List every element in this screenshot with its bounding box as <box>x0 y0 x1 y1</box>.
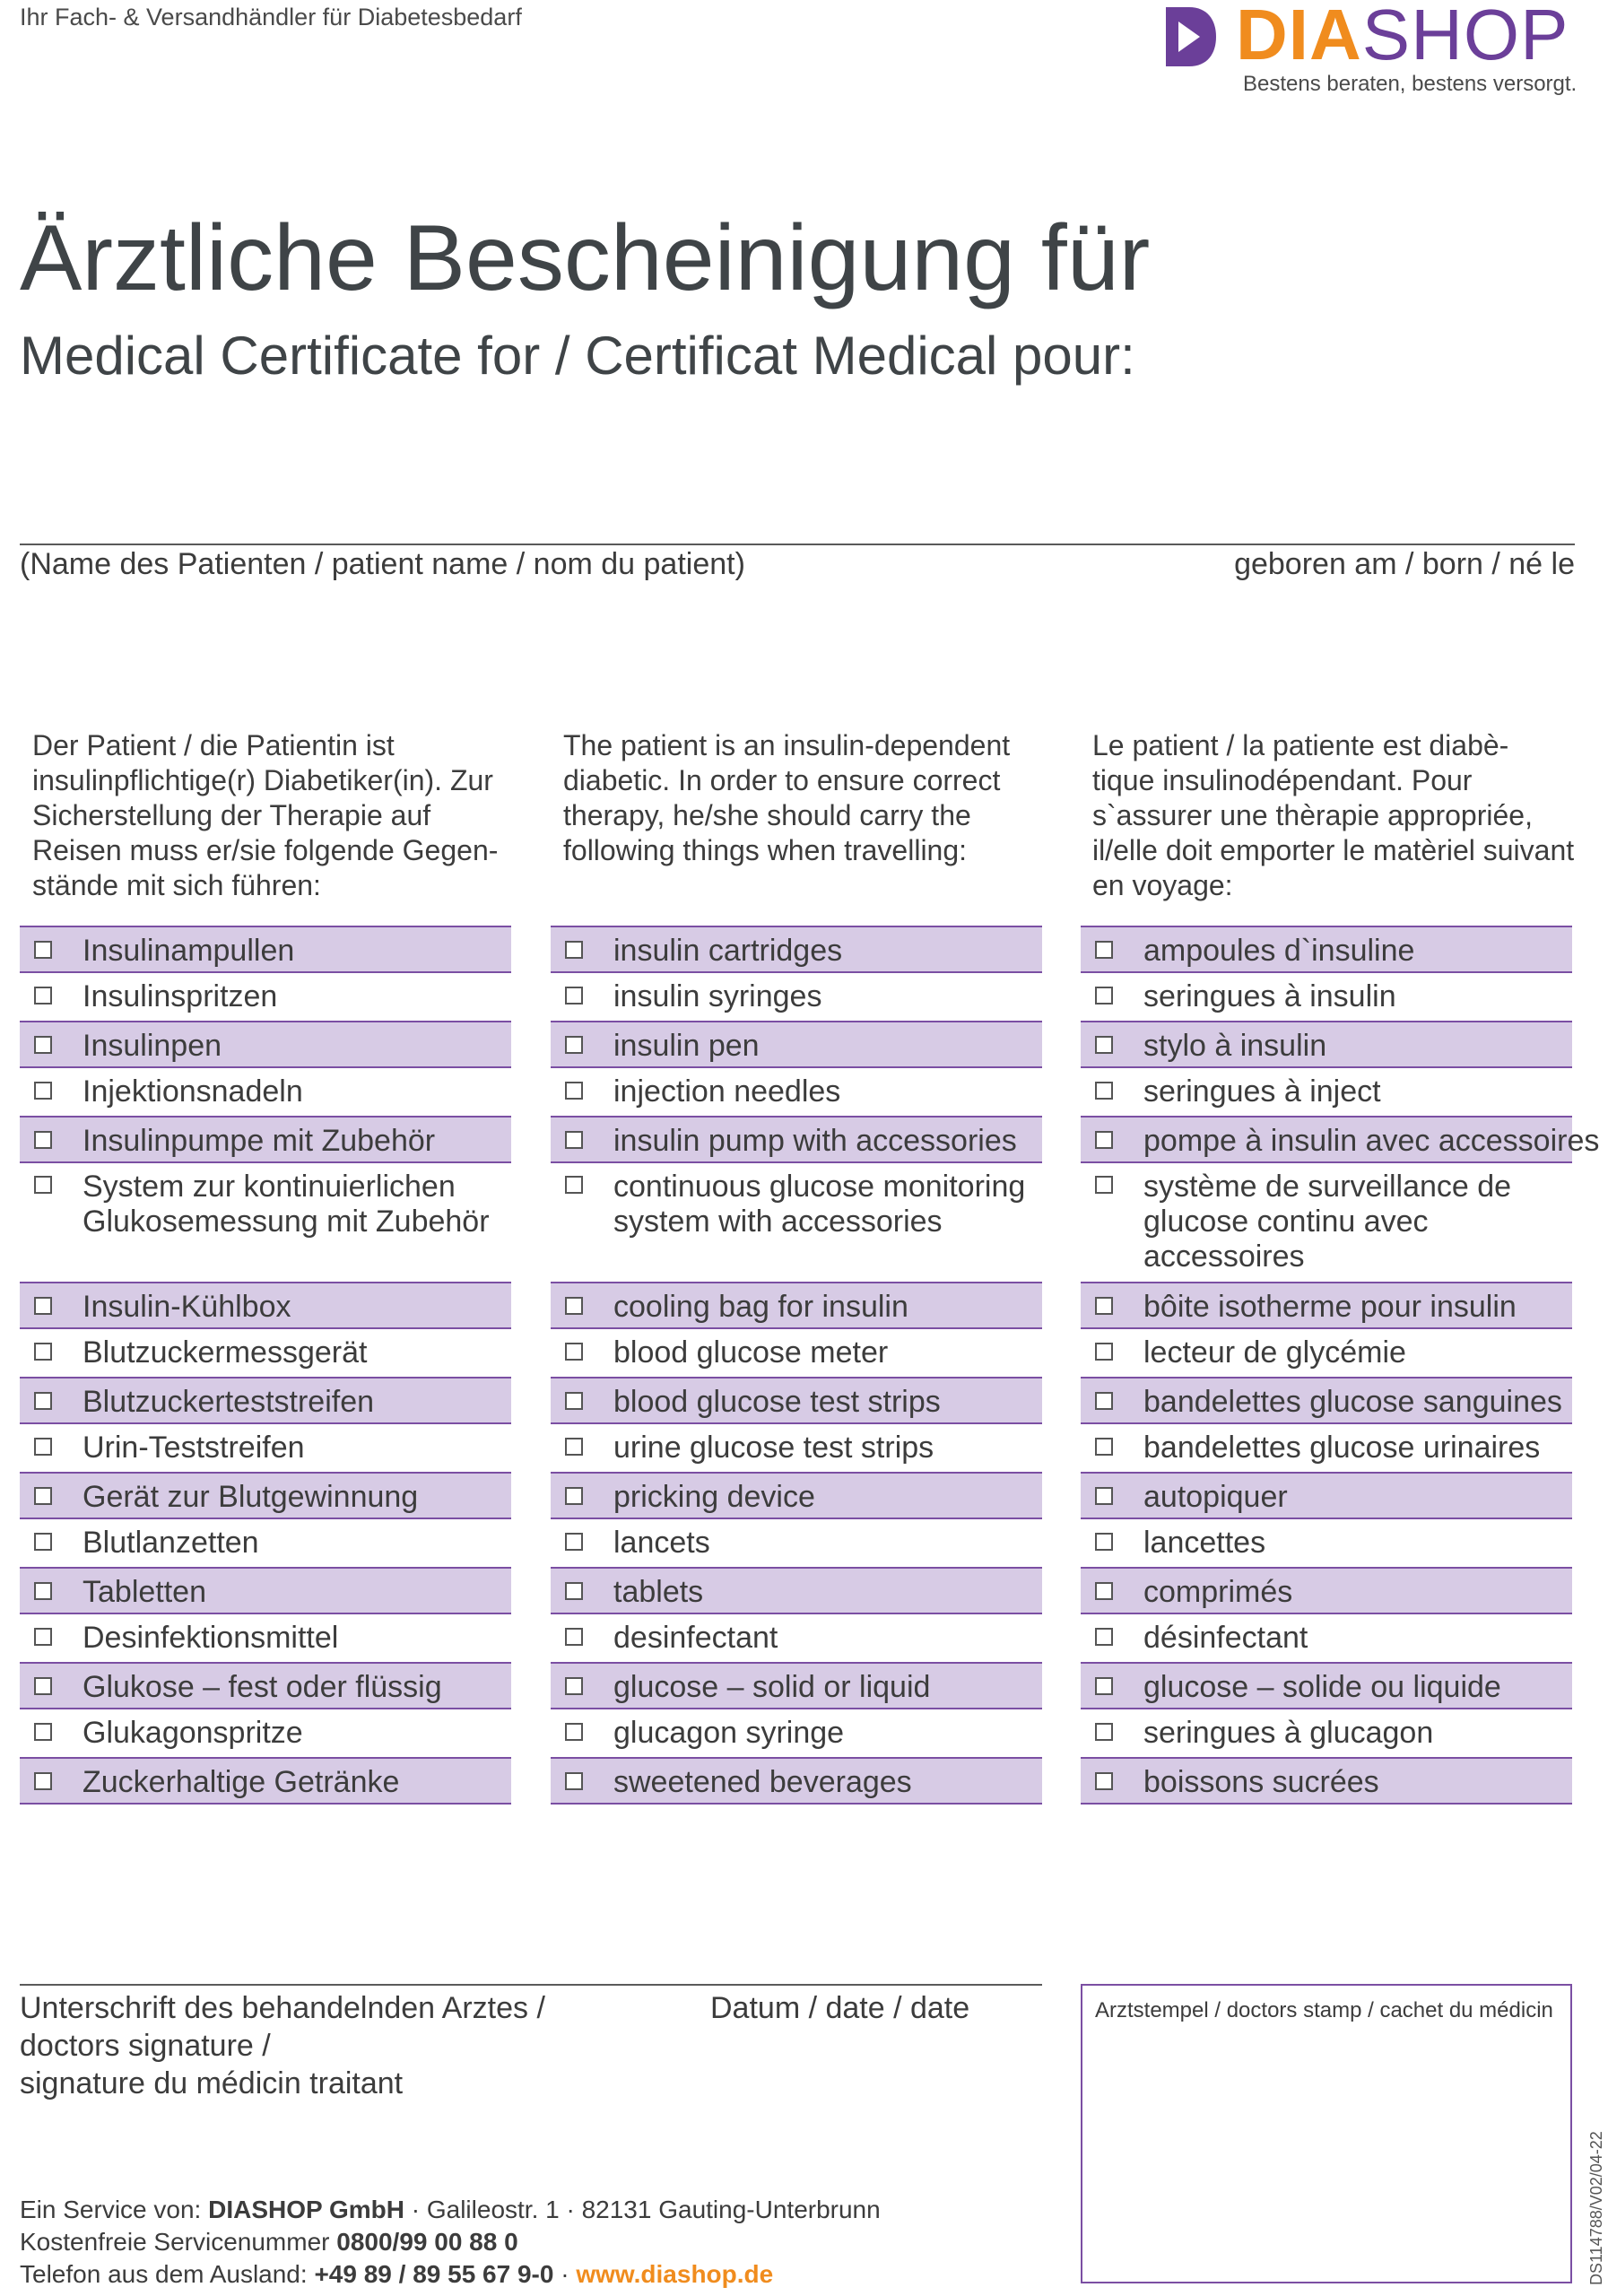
checklist-item-label: boissons sucrées <box>1143 1765 1379 1799</box>
checklist-item-label: insulin pen <box>613 1029 760 1063</box>
checklist-item-label: Insulinspritzen <box>83 979 278 1013</box>
checkbox[interactable] <box>565 1723 583 1741</box>
checklist-item[interactable] <box>551 1163 1042 1282</box>
checklist-item[interactable] <box>551 1068 1042 1116</box>
checklist-item-label: insulin cartridges <box>613 934 843 968</box>
checklist-item-label: insulin pump with accessories <box>613 1124 1017 1158</box>
footer-address: · Galileostr. 1 · 82131 Gauting-Unterbrunn <box>404 2196 881 2223</box>
checklist-item[interactable] <box>20 926 511 973</box>
intro-fr: Le patient / la patiente est diabè- tique insulinodépendant. Pour s`assurer une thèrapie appropriée, il/elle doit emporter le matèriel suivant en voyage: <box>1092 729 1575 901</box>
checkbox[interactable] <box>565 1438 583 1456</box>
checklist-item[interactable] <box>1081 1068 1572 1116</box>
checkbox[interactable] <box>565 1036 583 1054</box>
checkbox[interactable] <box>565 1677 583 1695</box>
intro-de: Der Patient / die Patientin ist insulinpflichtige(r) Diabetiker(in). Zur Sicherstellung der Therapie auf Reisen muss er/sie folgende Gegen- stände mit sich führen: <box>32 729 499 901</box>
footer-abroad-prefix: Telefon aus dem Ausland: <box>20 2260 315 2288</box>
checklist-item-label: desinfectant <box>613 1621 778 1655</box>
signature-label-line2: doctors signature / <box>20 2029 271 2063</box>
checkbox[interactable] <box>1095 941 1113 959</box>
checklist-item[interactable] <box>551 973 1042 1021</box>
footer-hotline: 0800/99 00 88 0 <box>336 2228 518 2256</box>
checklist-item[interactable] <box>20 1567 511 1614</box>
document-code: DS114788/V02/04-22 <box>1587 2131 1605 2285</box>
checklist-item[interactable] <box>1081 1757 1572 1805</box>
footer-abroad: +49 89 / 89 55 67 9-0 <box>314 2260 554 2288</box>
checklist-item[interactable] <box>20 1329 511 1377</box>
checklist-item-label: bandelettes glucose urinaires <box>1143 1431 1541 1465</box>
checklist-item-label: ampoules d`insuline <box>1143 934 1415 968</box>
checklist-item-label: bôite isotherme pour insulin <box>1143 1290 1517 1324</box>
checklist-item-label: seringues à glucagon <box>1143 1716 1434 1750</box>
checkbox[interactable] <box>34 1297 52 1315</box>
checklist-item-label: lancets <box>613 1526 710 1560</box>
footer-service-line <box>20 2194 881 2226</box>
checklist-item-label: glucose – solid or liquid <box>613 1670 931 1704</box>
checklist-item[interactable] <box>551 1424 1042 1472</box>
checklist-item[interactable] <box>20 1068 511 1116</box>
checkbox[interactable] <box>565 941 583 959</box>
footer-abroad-line <box>20 2258 881 2291</box>
checkbox[interactable] <box>1095 1297 1113 1315</box>
signature-label-line3: signature du médicin traitant <box>20 2066 404 2100</box>
checkbox[interactable] <box>34 1131 52 1149</box>
checklist-item[interactable] <box>20 1377 511 1424</box>
checkbox[interactable] <box>565 1297 583 1315</box>
checkbox[interactable] <box>1095 1082 1113 1100</box>
checklist-item[interactable] <box>20 1163 511 1282</box>
checkbox[interactable] <box>565 1392 583 1410</box>
checklist-item-label: bandelettes glucose sanguines <box>1143 1385 1562 1419</box>
checklist-item-label: stylo à insulin <box>1143 1029 1327 1063</box>
checklist-item[interactable] <box>551 1709 1042 1757</box>
checklist-item[interactable] <box>1081 926 1572 973</box>
checklist-item-label: autopiquer <box>1143 1480 1288 1514</box>
checklist-item[interactable] <box>20 1709 511 1757</box>
checklist-item[interactable] <box>551 1757 1042 1805</box>
checklist-en <box>551 926 1042 1805</box>
checklist-item[interactable] <box>20 973 511 1021</box>
checkbox[interactable] <box>1095 987 1113 1004</box>
checkbox[interactable] <box>1095 1628 1113 1646</box>
checklist-item-label: comprimés <box>1143 1575 1293 1609</box>
checklist-item-label: blood glucose meter <box>613 1335 889 1370</box>
signature-field[interactable] <box>20 1984 1042 1986</box>
checklist-item[interactable] <box>20 1116 511 1163</box>
checklist-de <box>20 926 511 1805</box>
checkbox[interactable] <box>1095 1131 1113 1149</box>
checklist-item[interactable] <box>1081 973 1572 1021</box>
checklist-item-label: continuous glucose monitoring system with accessories <box>613 1170 1026 1239</box>
footer-url-link[interactable]: www.diashop.de <box>576 2260 774 2288</box>
page-subtitle: Medical Certificate for / Certificat Medical pour: <box>20 326 1135 386</box>
checklist-item[interactable] <box>1081 1424 1572 1472</box>
checklist-item-label: Tabletten <box>83 1575 206 1609</box>
checklist-item[interactable] <box>551 1021 1042 1068</box>
checkbox[interactable] <box>1095 1582 1113 1600</box>
checkbox[interactable] <box>34 1487 52 1505</box>
date-label: Datum / date / date <box>710 1991 970 2025</box>
logo-wordmark-shop: SHOP <box>1361 0 1569 74</box>
checklist-item-label: Zuckerhaltige Getränke <box>83 1765 400 1799</box>
checklist-item-label: Desinfektionsmittel <box>83 1621 339 1655</box>
checkbox[interactable] <box>565 1082 583 1100</box>
checklist-item-label: Injektionsnadeln <box>83 1074 303 1109</box>
checklist-item[interactable] <box>551 1472 1042 1519</box>
checklist-item-label: Blutzuckermessgerät <box>83 1335 368 1370</box>
checkbox[interactable] <box>565 1533 583 1551</box>
checklist-item-label: seringues à insulin <box>1143 979 1396 1013</box>
checkbox[interactable] <box>34 1082 52 1100</box>
checklist-item-label: tablets <box>613 1575 704 1609</box>
checklist-item-label: urine glucose test strips <box>613 1431 934 1465</box>
checkbox[interactable] <box>1095 1487 1113 1505</box>
checklist-item-label: blood glucose test strips <box>613 1385 941 1419</box>
checkbox[interactable] <box>34 1176 52 1194</box>
checklist-item[interactable] <box>1081 1519 1572 1567</box>
checkbox[interactable] <box>34 1438 52 1456</box>
diashop-logo-icon <box>1166 7 1216 66</box>
checkbox[interactable] <box>565 1131 583 1149</box>
patient-name-label: (Name des Patienten / patient name / nom du patient) <box>20 547 745 581</box>
checkbox[interactable] <box>565 1628 583 1646</box>
checkbox[interactable] <box>34 1392 52 1410</box>
logo-wordmark <box>1236 0 1569 75</box>
checklist-item-label: système de surveillance de glucose continu avec accessoires <box>1143 1170 1512 1274</box>
checklist-item[interactable] <box>1081 1377 1572 1424</box>
checklist-item[interactable] <box>551 1282 1042 1329</box>
checkbox[interactable] <box>34 1628 52 1646</box>
patient-name-field[interactable] <box>20 544 1575 545</box>
checkbox[interactable] <box>1095 1176 1113 1194</box>
checklist-item-label: injection needles <box>613 1074 841 1109</box>
checklist-item[interactable] <box>1081 1472 1572 1519</box>
checklist-item-label: pricking device <box>613 1480 815 1514</box>
checkbox[interactable] <box>34 941 52 959</box>
checkbox[interactable] <box>565 987 583 1004</box>
checkbox[interactable] <box>1095 1036 1113 1054</box>
checklist-item[interactable] <box>551 1662 1042 1709</box>
signature-label-line1: Unterschrift des behandelnden Arztes / <box>20 1991 545 2025</box>
checklist-item-label: glucagon syringe <box>613 1716 845 1750</box>
checklist-item-label: Insulinpen <box>83 1029 222 1063</box>
intro-en: The patient is an insulin-dependent diabetic. In order to ensure correct therapy, he/she should carry the following things when travelling: <box>563 729 1011 866</box>
checkbox[interactable] <box>565 1772 583 1790</box>
checklist-item[interactable] <box>20 1757 511 1805</box>
checklist-item-label: lecteur de glycémie <box>1143 1335 1406 1370</box>
checkbox[interactable] <box>1095 1723 1113 1741</box>
checklist-item[interactable] <box>1081 1021 1572 1068</box>
checkbox[interactable] <box>565 1176 583 1194</box>
checklist-item-label: Glukagonspritze <box>83 1716 303 1750</box>
logo-claim: Bestens beraten, bestens versorgt. <box>1243 72 1578 96</box>
checkbox[interactable] <box>1095 1772 1113 1790</box>
footer-hotline-prefix: Kostenfreie Servicenummer <box>20 2228 337 2256</box>
checkbox[interactable] <box>565 1582 583 1600</box>
checkbox[interactable] <box>1095 1392 1113 1410</box>
header-tagline: Ihr Fach- & Versandhändler für Diabetesbedarf <box>20 4 522 30</box>
checklist-fr <box>1081 926 1600 1805</box>
footer-company: DIASHOP GmbH <box>208 2196 404 2223</box>
checklist-item-label: seringues à inject <box>1143 1074 1381 1109</box>
born-label: geboren am / born / né le <box>1234 547 1575 581</box>
checklist-item[interactable] <box>551 1567 1042 1614</box>
checklist-item[interactable] <box>1081 1709 1572 1757</box>
checkbox[interactable] <box>565 1487 583 1505</box>
checklist-item-label: Gerät zur Blutgewinnung <box>83 1480 419 1514</box>
checklist-item-label: cooling bag for insulin <box>613 1290 908 1324</box>
checklist-item-label: Insulin-Kühlbox <box>83 1290 291 1324</box>
checklist-item[interactable] <box>551 1377 1042 1424</box>
checkbox[interactable] <box>1095 1343 1113 1361</box>
footer-service-prefix: Ein Service von: <box>20 2196 209 2223</box>
checkbox[interactable] <box>565 1343 583 1361</box>
checklist-item[interactable] <box>20 1614 511 1662</box>
checkbox[interactable] <box>34 1772 52 1790</box>
checkbox[interactable] <box>1095 1677 1113 1695</box>
checklist-item[interactable] <box>551 1614 1042 1662</box>
checklist-item-label: Insulinampullen <box>83 934 295 968</box>
checklist-item[interactable] <box>1081 1282 1572 1329</box>
checkbox[interactable] <box>34 1036 52 1054</box>
checklist-item[interactable] <box>20 1472 511 1519</box>
checklist-item-label: lancettes <box>1143 1526 1266 1560</box>
checklist-item[interactable] <box>20 1282 511 1329</box>
checklist-item[interactable] <box>551 1329 1042 1377</box>
checkbox[interactable] <box>1095 1438 1113 1456</box>
checklist-item-label: désinfectant <box>1143 1621 1308 1655</box>
checklist-item-label: System zur kontinuierlichen Glukosemessung mit Zubehör <box>83 1170 490 1239</box>
checkbox[interactable] <box>34 1343 52 1361</box>
checklist-item-label: Blutlanzetten <box>83 1526 259 1560</box>
checklist-item[interactable] <box>1081 1567 1572 1614</box>
checkbox[interactable] <box>34 1677 52 1695</box>
checklist-item[interactable] <box>551 1116 1042 1163</box>
checklist-item[interactable] <box>1081 1329 1572 1377</box>
checklist-item-label: Blutzuckerteststreifen <box>83 1385 375 1419</box>
checklist-item-label: Glukose – fest oder flüssig <box>83 1670 442 1704</box>
checkbox[interactable] <box>34 987 52 1004</box>
checklist-item-label: sweetened beverages <box>613 1765 912 1799</box>
checklist-item-label: Urin-Teststreifen <box>83 1431 305 1465</box>
checkbox[interactable] <box>34 1723 52 1741</box>
checklist-item[interactable] <box>20 1424 511 1472</box>
doctor-stamp-box[interactable] <box>1081 1984 1572 2283</box>
checklist-item[interactable] <box>551 926 1042 973</box>
stamp-label: Arztstempel / doctors stamp / cachet du médicin <box>1095 1998 1553 2022</box>
signature-label <box>20 1989 545 2102</box>
checklist-item-label: glucose – solide ou liquide <box>1143 1670 1501 1704</box>
checkbox[interactable] <box>34 1582 52 1600</box>
footer <box>20 2194 881 2291</box>
checklist-item[interactable] <box>1081 1163 1572 1282</box>
checklist-item[interactable] <box>20 1519 511 1567</box>
logo-wordmark-dia: DIA <box>1236 0 1362 74</box>
footer-hotline-line <box>20 2226 881 2258</box>
checklist-item[interactable] <box>1081 1662 1572 1709</box>
checkbox[interactable] <box>1095 1533 1113 1551</box>
checklist-item[interactable] <box>20 1662 511 1709</box>
page-title: Ärztliche Bescheinigung für <box>20 206 1151 310</box>
checklist-item[interactable] <box>1081 1116 1600 1163</box>
checklist-item[interactable] <box>1081 1614 1572 1662</box>
diashop-logo <box>1166 2 1587 100</box>
checklist-item-label: Insulinpumpe mit Zubehör <box>83 1124 436 1158</box>
checklist-item-label: insulin syringes <box>613 979 822 1013</box>
checkbox[interactable] <box>34 1533 52 1551</box>
checklist-item-label: pompe à insulin avec accessoires <box>1143 1124 1600 1158</box>
checklist-item[interactable] <box>551 1519 1042 1567</box>
checklist-item[interactable] <box>20 1021 511 1068</box>
footer-sep: · <box>553 2260 577 2288</box>
